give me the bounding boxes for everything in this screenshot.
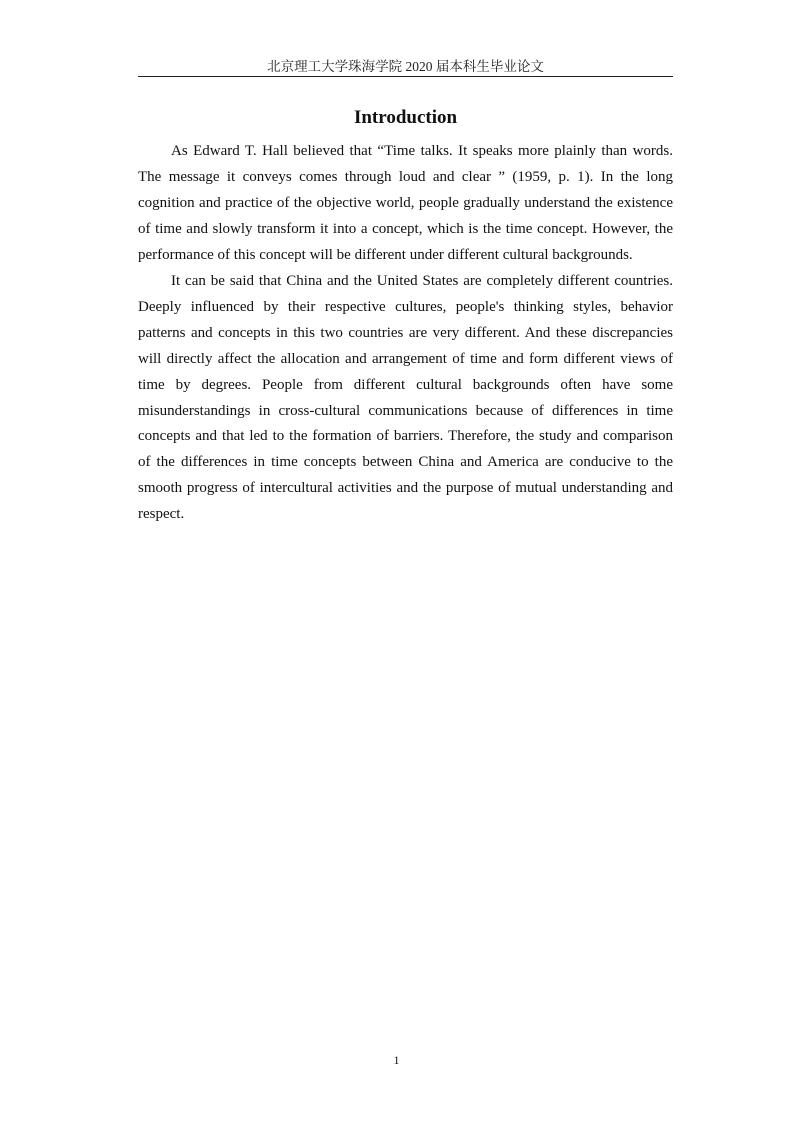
running-header-text: 北京理工大学珠海学院 2020 届本科生毕业论文: [267, 59, 544, 74]
body-paragraph-2: It can be said that China and the United States are completely different countries. Deeply influenced by their respective cultures, people's thinking styles, behavior patterns and concepts in this two countries are very different. And these discrepancies will directly affect the allocation and arrangement of time and form different views of time by degrees. People from different cultural backgrounds often have some misunderstandings in cross-cultural communications because of differences in time concepts and that led to the formation of barriers. Therefore, the study and comparison of the differences in time concepts between China and America are conducive to the smooth progress of intercultural activities and the purpose of mutual understanding and respect.: [138, 272, 673, 523]
page-number: 1: [393, 1053, 400, 1067]
section-title: Introduction: [353, 107, 458, 128]
section-body: [138, 139, 673, 528]
running-header: [138, 57, 673, 77]
body-paragraph-1: As Edward T. Hall believed that “Time talks. It speaks more plainly than words. The message it conveys comes through loud and clear ” (1959, p. 1). In the long cognition and practice of the objective world, people gradually understand the existence of time and slowly transform it into a concept, which is the time concept. However, the performance of this concept will be different under different cultural backgrounds.: [138, 143, 673, 263]
